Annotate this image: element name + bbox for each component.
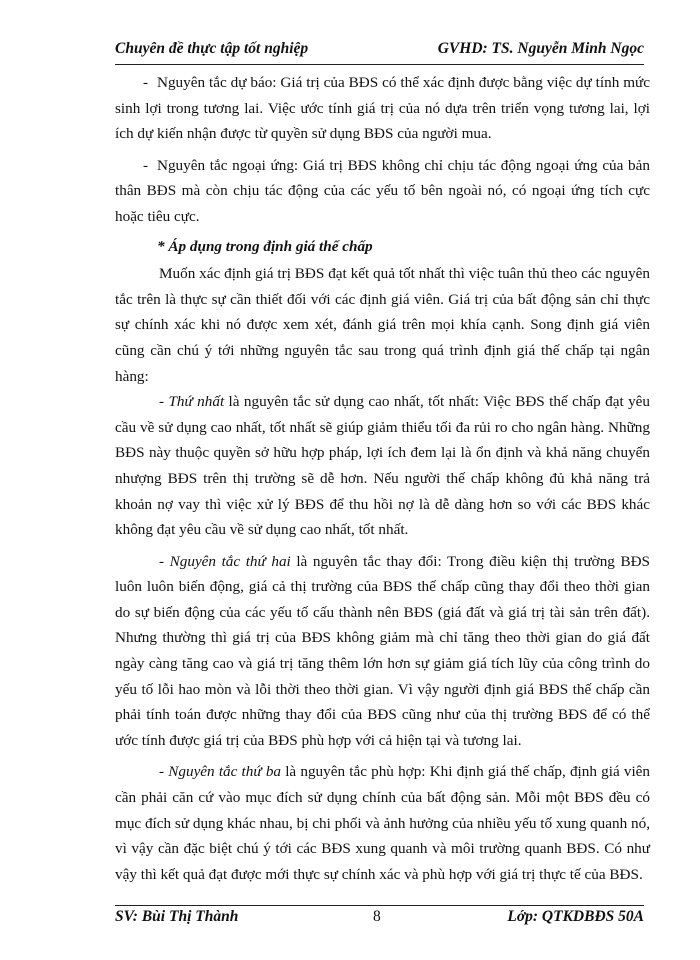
bullet-dash: - bbox=[143, 156, 149, 174]
paragraph-externality-principle bbox=[115, 153, 650, 230]
header-advisor: GVHD: TS. Nguyễn Minh Ngọc bbox=[437, 40, 644, 57]
section-heading: * Áp dụng trong định giá thế chấp bbox=[157, 237, 373, 255]
footer-divider bbox=[115, 905, 644, 906]
paragraph-second-principle bbox=[115, 549, 650, 754]
footer-student: SV: Bùi Thị Thành bbox=[115, 908, 239, 925]
footer-class: Lớp: QTKDBĐS 50A bbox=[507, 908, 644, 925]
paragraph-forecast-principle bbox=[115, 70, 650, 147]
emphasis-term: Thứ nhất bbox=[168, 393, 225, 411]
bullet-dash: - bbox=[143, 74, 149, 91]
emphasis-term: Nguyên tắc thứ hai bbox=[169, 552, 291, 570]
page-number: 8 bbox=[373, 908, 381, 925]
paragraph-text: là nguyên tắc thay đổi: Trong điều kiện thị trường BĐS luôn luôn biến động, giá cả thị trường của BĐS thế chấp cũng thay đổi theo thời gian do sự biến động của các yếu tố cấu thành nên BĐS (giá đất và giá trị tài sản trên đất). Nhưng thường thì giá trị của BĐS không giảm mà chỉ tăng theo thời gian do giá đất ngày càng tăng cao và giá trị tăng thêm lớn hơn sự giảm giá tích lũy của công trình do yếu tố lỗi hao mòn và lỗi thời theo thời gian. Vì vậy người định giá BĐS thế chấp cần phải tính toán được những thay đổi của BĐS cũng như của thị trường BĐS để có thể ước tính được giá trị của BĐS phù hợp với cả hiện tại và tương lai. bbox=[115, 552, 650, 749]
header-title: Chuyên đề thực tập tốt nghiệp bbox=[115, 40, 309, 57]
paragraph-text: Nguyên tắc ngoại ứng: Giá trị BĐS không chỉ chịu tác động ngoại ứng của bản thân BĐS mà còn chịu tác động của các yếu tố bên ngoài nó, có ngoại ứng tích cực hoặc tiêu cực. bbox=[115, 156, 650, 225]
paragraph-text: là nguyên tắc phù hợp: Khi định giá thế chấp, định giá viên cần phải căn cứ vào mục đích sử dụng chính của bất động sản. Mỗi một BĐS đều có mục đích sử dụng khác nhau, bị chi phối và ảnh hưởng của nhiều yếu tố xung quanh nó, vì vậy cần đặc biệt chú ý tới các BĐS xung quanh và môi trường quanh BĐS. Có như vậy thì kết quả đạt được mới thực sự chính xác và phù hợp với giá trị thực tế của BĐS. bbox=[115, 763, 651, 883]
page-header bbox=[115, 36, 644, 64]
emphasis-term: Nguyên tắc thứ ba bbox=[168, 763, 282, 781]
paragraph-text: Nguyên tắc dự báo: Giá trị của BĐS có thể xác định được bằng việc dự tính mức sinh lợi trong tương lai. Việc ước tính giá trị của nó dựa trên triển vọng tương lai, lợi ích dự kiến nhận được từ quyền sử dụng BĐS của người mua. bbox=[115, 74, 650, 143]
paragraph-text: là nguyên tắc sử dụng cao nhất, tốt nhất: Việc BĐS thế chấp đạt yêu cầu về sử dụng cao nhất, tốt nhất sẽ giúp giảm thiểu tối đa rủi ro cho ngân hàng. Những BĐS này thuộc quyền sở hữu hợp pháp, lợi ích đem lại là ổn định và khả năng chuyển nhượng BĐS trên thị trường sẽ dễ hơn. Nếu người thế chấp không đủ khả năng trả khoản nợ vay thì việc xử lý BĐS để thu hồi nợ là dễ dàng hơn so với các BĐS khác không đạt yêu cầu về sử dụng cao nhất, tốt nhất. bbox=[115, 393, 651, 539]
paragraph-intro: Muốn xác định giá trị BĐS đạt kết quả tốt nhất thì việc tuân thủ theo các nguyên tắc trên là thực sự cần thiết đối với các định giá viên. Giá trị của bất động sản chỉ thực sự chính xác khi nó được xem xét, đánh giá trên mọi khía cạnh. Song định giá viên cũng cần chú ý tới những nguyên tắc sau trong quá trình định giá thế chấp tại ngân hàng: bbox=[115, 265, 650, 385]
paragraph-first-principle bbox=[115, 389, 650, 543]
document-body bbox=[115, 70, 650, 887]
paragraph-third-principle bbox=[115, 759, 650, 887]
header-divider bbox=[115, 64, 644, 65]
dash-lead: - bbox=[159, 763, 169, 781]
dash-lead: - bbox=[159, 552, 170, 570]
dash-lead: - bbox=[159, 393, 169, 411]
